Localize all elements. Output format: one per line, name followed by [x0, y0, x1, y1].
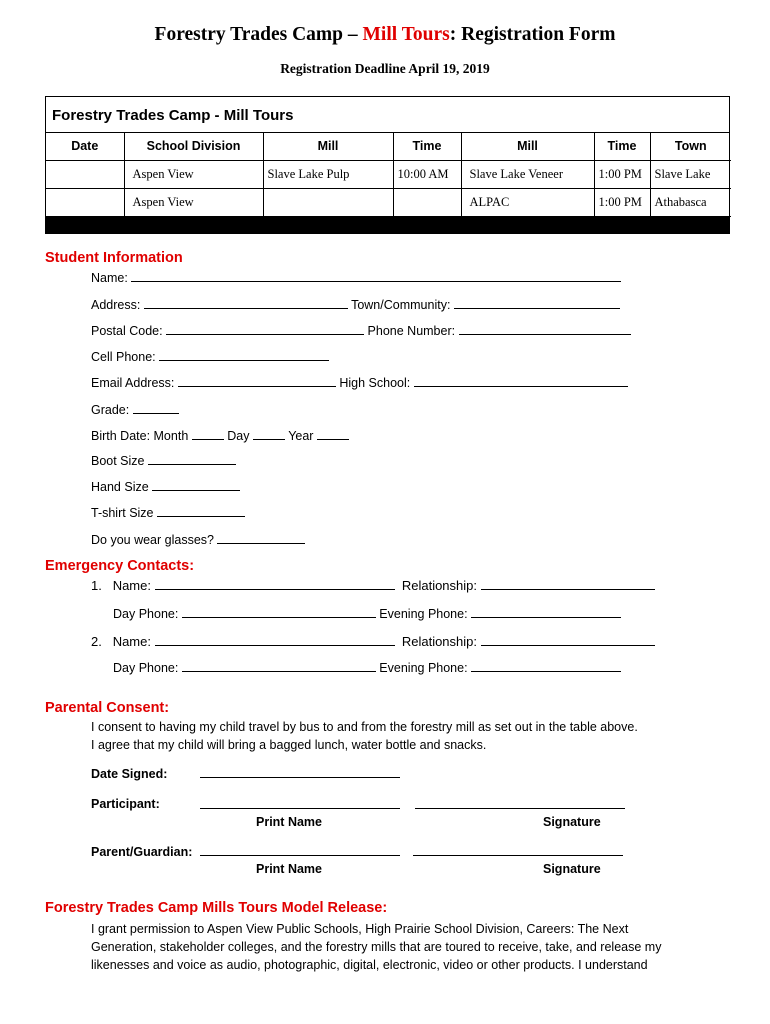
table-cell: 1:00 PM — [594, 188, 650, 216]
table-cell: ALPAC — [461, 188, 594, 216]
guardian-signature-field[interactable] — [413, 844, 623, 856]
boot-size-row: Boot Size — [91, 453, 236, 468]
birth-day-field[interactable] — [253, 428, 285, 440]
table-cell: Slave Lake Pulp — [263, 160, 393, 188]
table-cell: Slave Lake — [650, 160, 731, 188]
schedule-table-title: Forestry Trades Camp - Mill Tours — [46, 97, 729, 133]
table-cell: Aspen View — [124, 188, 263, 216]
column-header: Date — [46, 133, 124, 160]
phone-number-field[interactable] — [459, 323, 631, 335]
glasses-field[interactable] — [217, 532, 305, 544]
grade-field[interactable] — [133, 402, 179, 414]
column-header: School Division — [124, 133, 263, 160]
table-row — [46, 188, 731, 216]
boot-size-field[interactable] — [148, 453, 236, 465]
date-signed-label: Date Signed: — [91, 767, 168, 781]
name-field[interactable] — [131, 270, 621, 282]
print-name-caption: Print Name — [256, 862, 322, 876]
tshirt-size-row: T-shirt Size — [91, 505, 245, 520]
email-row: Email Address: High School: — [91, 375, 628, 390]
emergency-contact-2-row: 2. Name: Relationship: — [91, 634, 655, 649]
schedule-table — [45, 96, 730, 234]
cell-phone-field[interactable] — [159, 349, 329, 361]
table-cell: 1:00 PM — [594, 160, 650, 188]
title-highlight: Mill Tours — [362, 24, 450, 45]
signature-caption: Signature — [543, 862, 601, 876]
column-header: Time — [393, 133, 461, 160]
table-cell — [46, 188, 124, 216]
consent-text: I consent to having my child travel by bus to and from the forestry mill as set out in the table above. I agree that my child will bring a bagged lunch, water bottle and snacks. — [91, 720, 638, 752]
participant-signature-field[interactable] — [415, 797, 625, 809]
postal-code-field[interactable] — [166, 323, 364, 335]
column-header: Mill — [263, 133, 393, 160]
emergency-day-phone-field[interactable] — [182, 660, 376, 672]
release-text: I grant permission to Aspen View Public Schools, High Prairie School Division, Careers: The Next Generation, stakeholder colleges, and the forestry mills that are toured to receive, take, and release my likenesses and voice as audio, photographic, digital, electronic, video or other products. I understand — [91, 922, 662, 972]
emergency-day-phone-field[interactable] — [182, 606, 376, 618]
hand-size-row: Hand Size — [91, 479, 240, 494]
table-header-row — [46, 133, 731, 160]
table-cell: Athabasca — [650, 188, 731, 216]
town-field[interactable] — [454, 297, 620, 309]
emergency-name-field[interactable] — [155, 634, 395, 646]
emergency-relationship-field[interactable] — [481, 634, 655, 646]
emergency-evening-phone-field[interactable] — [471, 660, 621, 672]
participant-print-name-field[interactable] — [200, 797, 400, 809]
guardian-label: Parent/Guardian: — [91, 845, 193, 859]
table-cell — [263, 188, 393, 216]
form-title: Forestry Trades Camp – Mill Tours: Registration Form — [154, 24, 616, 45]
address-field[interactable] — [144, 297, 348, 309]
table-cell: 10:00 AM — [393, 160, 461, 188]
birth-year-field[interactable] — [317, 428, 349, 440]
grade-row: Grade: — [91, 402, 179, 417]
emergency-contact-1-phones: Day Phone: Evening Phone: — [113, 606, 621, 621]
birth-date-row: Birth Date: Month Day Year — [91, 428, 349, 443]
section-heading-consent: Parental Consent: — [45, 700, 170, 716]
high-school-field[interactable] — [414, 375, 628, 387]
postal-row: Postal Code: Phone Number: — [91, 323, 631, 338]
email-field[interactable] — [178, 375, 336, 387]
emergency-contact-2-phones: Day Phone: Evening Phone: — [113, 660, 621, 675]
section-heading-release: Forestry Trades Camp Mills Tours Model Release: — [45, 900, 388, 916]
table-cell: Aspen View — [124, 160, 263, 188]
tshirt-size-field[interactable] — [157, 505, 245, 517]
table-cell — [46, 160, 124, 188]
section-heading-student: Student Information — [45, 250, 183, 266]
name-row: Name: — [91, 270, 621, 285]
table-footer-bar — [46, 217, 729, 233]
column-header: Mill — [461, 133, 594, 160]
glasses-row: Do you wear glasses? — [91, 532, 305, 547]
emergency-name-field[interactable] — [155, 578, 395, 590]
emergency-evening-phone-field[interactable] — [471, 606, 621, 618]
table-cell — [393, 188, 461, 216]
section-heading-emergency: Emergency Contacts: — [45, 558, 195, 574]
table-row — [46, 160, 731, 188]
emergency-relationship-field[interactable] — [481, 578, 655, 590]
print-name-caption: Print Name — [256, 815, 322, 829]
participant-label: Participant: — [91, 797, 160, 811]
column-header: Time — [594, 133, 650, 160]
hand-size-field[interactable] — [152, 479, 240, 491]
signature-caption: Signature — [543, 815, 601, 829]
date-signed-field[interactable] — [200, 766, 400, 778]
guardian-print-name-field[interactable] — [200, 844, 400, 856]
column-header: Town — [650, 133, 731, 160]
emergency-contact-1-row: 1. Name: Relationship: — [91, 578, 655, 593]
registration-deadline: Registration Deadline April 19, 2019 — [280, 61, 490, 76]
cell-row: Cell Phone: — [91, 349, 329, 364]
address-row: Address: Town/Community: — [91, 297, 620, 312]
birth-month-field[interactable] — [192, 428, 224, 440]
table-cell: Slave Lake Veneer — [461, 160, 594, 188]
